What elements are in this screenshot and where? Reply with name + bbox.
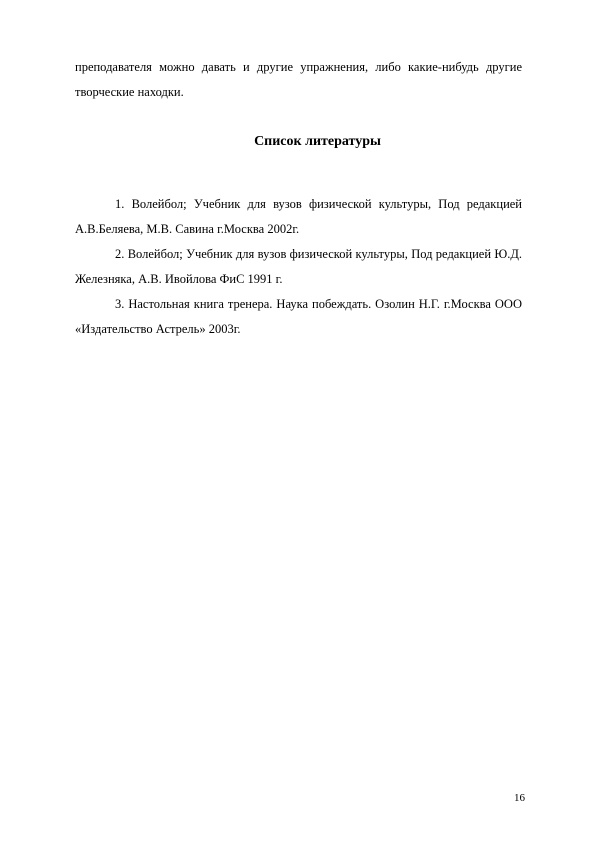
page-number: 16 — [514, 792, 525, 804]
reference-item: 3. Настольная книга тренера. Наука побеждать. Озолин Н.Г. г.Москва ООО «Издательство Астрель» 2003г. — [75, 297, 522, 336]
intro-paragraph: преподавателя можно давать и другие упражнения, либо какие-нибудь другие творческие находки. — [75, 60, 522, 99]
section-heading: Список литературы — [254, 134, 381, 149]
reference-item: 2. Волейбол; Учебник для вузов физической культуры, Под редакцией Ю.Д. Железняка, А.В. Ивойлова ФиС 1991 г. — [75, 247, 522, 286]
reference-list — [75, 192, 522, 342]
reference-item: 1. Волейбол; Учебник для вузов физической культуры, Под редакцией А.В.Беляева, М.В. Савина г.Москва 2002г. — [75, 197, 522, 236]
